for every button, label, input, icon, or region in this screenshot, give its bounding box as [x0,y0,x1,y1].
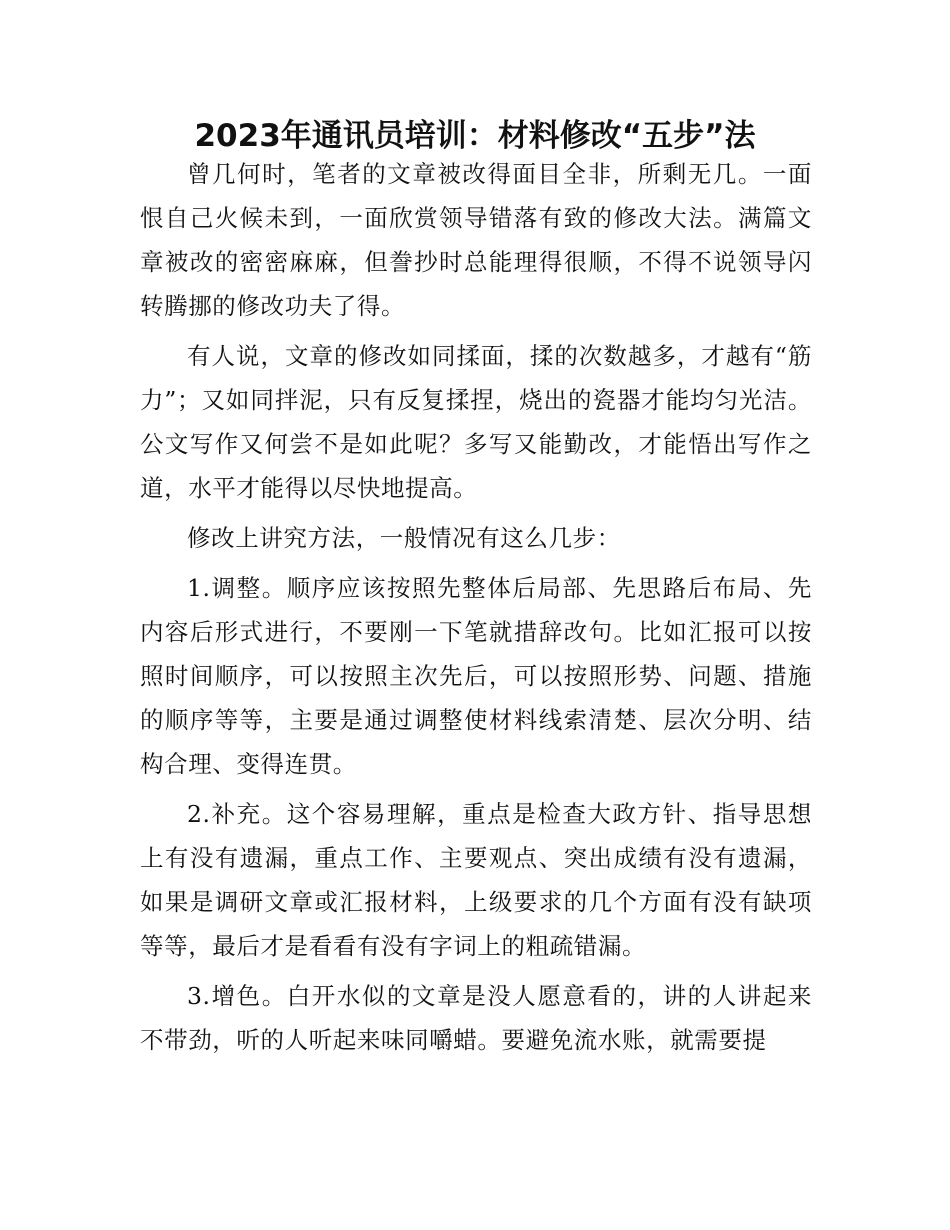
document-body [140,152,812,1068]
paragraph-analogy: 有人说，文章的修改如同揉面，揉的次数越多，才越有“筋力”；又如同拌泥，只有反复揉捏，烧出的瓷器才能均匀光洁。公文写作又何尝不是如此呢？多写又能勤改，才能悟出写作之道，水平才能得以尽快地提高。 [140,342,812,502]
paragraph-intro: 曾几何时，笔者的文章被改得面目全非，所剩无几。一面恨自己火候未到，一面欣赏领导错落有致的修改大法。满篇文章被改的密密麻麻，但誊抄时总能理得很顺，不得不说领导闪转腾挪的修改功夫了得。 [140,160,812,320]
paragraph-step-2: 2.补充。这个容易理解，重点是检查大政方针、指导思想上有没有遗漏，重点工作、主要观点、突出成绩有没有遗漏，如果是调研文章或汇报材料，上级要求的几个方面有没有缺项等等，最后才是看看有没有字词上的粗疏错漏。 [140,800,812,960]
paragraph-step-3: 3.增色。白开水似的文章是没人愿意看的，讲的人讲起来不带劲，听的人听起来味同嚼蜡。要避免流水账，就需要提 [140,982,812,1054]
paragraph-step-1: 1.调整。顺序应该按照先整体后局部、先思路后布局、先内容后形式进行，不要刚一下笔就措辞改句。比如汇报可以按照时间顺序，可以按照主次先后，可以按照形势、问题、措施的顺序等等，主要是通过调整使材料线索清楚、层次分明、结构合理、变得连贯。 [140,574,812,778]
paragraph-method-lead: 修改上讲究方法，一般情况有这么几步： [187,524,621,552]
document-title: 2023年通讯员培训：材料修改“五步”法 [194,118,756,154]
